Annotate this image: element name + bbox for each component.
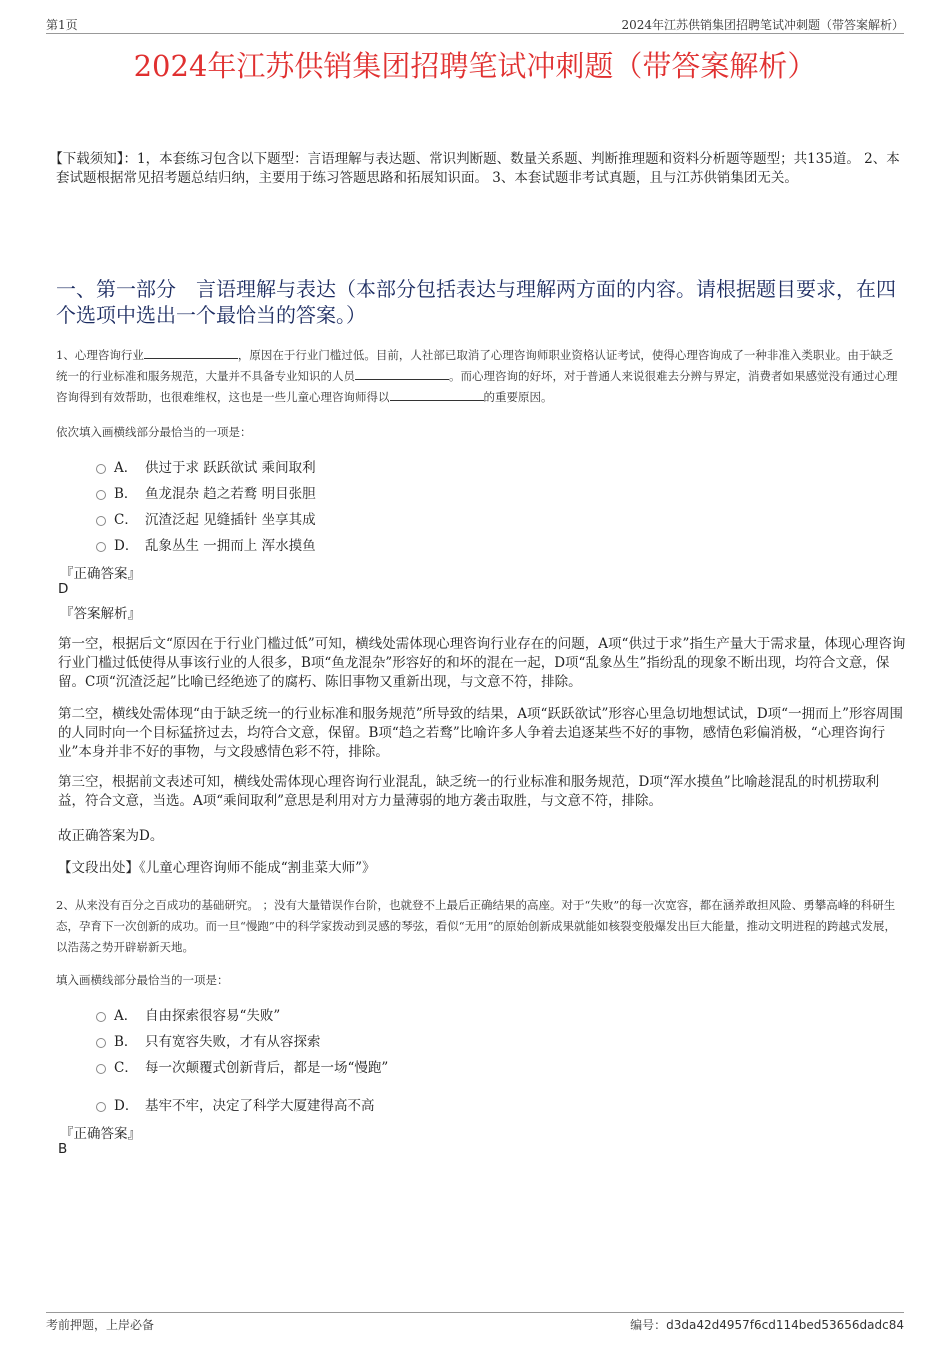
q1-answer: D [58, 581, 69, 597]
q1-analysis-para-1: 第一空，根据后文“原因在于行业门槛过低”可知，横线处需体现心理咨询行业存在的问题，A项“供过于求”指生产量大于需求量，体现心理咨询行业门槛过低使得从事该行业的人很多，B项“鱼龙混杂”形容好的和坏的混在一起，D项“乱象丛生”指纷乱的现象不断出现，均符合文意，保留。C项“沉渣泛起”比喻已经绝迹了的腐朽、陈旧事物又重新出现，与文意不符，排除。 [58, 636, 906, 690]
blank-3 [390, 387, 484, 401]
radio-icon[interactable] [96, 542, 106, 552]
blank-2 [355, 366, 449, 380]
header-doc-title: 2024年江苏供销集团招聘笔试冲刺题（带答案解析） [621, 18, 904, 32]
q2-option-d[interactable]: D． 基牢不牢，决定了科学大厦建得高不高 [96, 1094, 375, 1114]
q2-answer: B [58, 1141, 68, 1157]
radio-icon[interactable] [96, 464, 106, 474]
q1-source: 【文段出处】《儿童心理咨询师不能成“割韭菜大师”》 [58, 860, 376, 876]
serial-label: 编号： [630, 1318, 667, 1332]
question-1-text [56, 345, 904, 408]
radio-icon[interactable] [96, 490, 106, 500]
serial-code: d3da42d4957f6cd114bed53656dadc84 [666, 1318, 904, 1332]
q1-analysis-para-3: 第三空，根据前文表述可知，横线处需体现心理咨询行业混乱，缺乏统一的行业标准和服务规范，D项“浑水摸鱼”比喻趁混乱的时机捞取利益，符合文意，当选。A项“乘间取利”意思是利用对方力量薄弱的地方袭击取胜，与文意不符，排除。 [58, 774, 880, 809]
question-2-prompt: 填入画横线部分最恰当的一项是： [56, 973, 229, 987]
page-title: 2024年江苏供销集团招聘笔试冲刺题（带答案解析） [133, 49, 817, 83]
q1-part4: 的重要原因。 [483, 390, 553, 404]
q1-part3: 。而心理咨询的好坏，对于普通人来说很难去分辨与界定，消费者如果感觉没有通过心理咨询得到有效帮助，也很难维权，这也是一些儿童心理咨询师得以 [56, 369, 898, 404]
q1-option-a[interactable]: A． 供过于求 跃跃欲试 乘间取利 [96, 456, 316, 476]
q2-answer-label: 『正确答案』 [60, 1126, 141, 1142]
q1-answer-label: 『正确答案』 [60, 566, 141, 582]
q2-option-a[interactable]: A． 自由探索很容易“失败” [96, 1004, 280, 1024]
radio-icon[interactable] [96, 1012, 106, 1022]
radio-icon[interactable] [96, 1064, 106, 1074]
blank-1 [144, 345, 238, 359]
q1-conclusion: 故正确答案为D。 [58, 828, 164, 844]
footer-divider [46, 1312, 904, 1313]
q2-option-b[interactable]: B． 只有宽容失败，才有从容探索 [96, 1030, 321, 1050]
header-divider [46, 33, 904, 34]
download-notice: 【下载须知】：1，本套练习包含以下题型：言语理解与表达题、常识判断题、数量关系题、判断推理题和资料分析题等题型；共135道。 2、本套试题根据常见招考题总结归纳，主要用于练习答题思路和拓展知识面。 3、本套试题非考试真题，且与江苏供销集团无关。 [49, 151, 900, 186]
q1-analysis-label: 『答案解析』 [60, 606, 141, 622]
q1-option-d[interactable]: D． 乱象丛生 一拥而上 浑水摸鱼 [96, 534, 316, 554]
footer-slogan: 考前押题，上岸必备 [46, 1318, 155, 1332]
question-1-prompt: 依次填入画横线部分最恰当的一项是： [56, 425, 252, 439]
question-2-text: 2、从来没有百分之百成功的基础研究。 ；没有大量错误作台阶，也就登不上最后正确结果的高座。对于“失败”的每一次宽容，都在涵养敢担风险、勇攀高峰的科研生态，孕育下一次创新的成功。而一旦“慢跑”中的科学家拨动到灵感的琴弦，看似“无用”的原始创新成果就能如核裂变般爆发出巨大能量，推动文明进程的跨越式发展，以浩荡之势开辟崭新天地。 [56, 898, 897, 954]
radio-icon[interactable] [96, 1038, 106, 1048]
page-number: 第1页 [46, 18, 78, 32]
q1-part2: ，原因在于行业门槛过低。目前，人社部已取消了心理咨询师职业资格认证考试，使得心理咨询成了一种非准入类职业。由于缺乏统一的行业标准和服务规范，大量并不具备专业知识的人员 [56, 348, 894, 383]
q1-option-b[interactable]: B． 鱼龙混杂 趋之若鹜 明目张胆 [96, 482, 316, 502]
footer-serial [630, 1316, 904, 1333]
section-title: 一、第一部分 言语理解与表达（本部分包括表达与理解两方面的内容。请根据题目要求，在四个选项中选出一个最恰当的答案。） [56, 277, 896, 327]
radio-icon[interactable] [96, 1102, 106, 1112]
q1-option-c[interactable]: C． 沉渣泛起 见缝插针 坐享其成 [96, 508, 316, 528]
radio-icon[interactable] [96, 516, 106, 526]
q2-option-c[interactable]: C． 每一次颠覆式创新背后，都是一场“慢跑” [96, 1056, 388, 1076]
q1-analysis-para-2: 第二空，横线处需体现“由于缺乏统一的行业标准和服务规范”所导致的结果，A项“跃跃欲试”形容心里急切地想试试，D项“一拥而上”形容周围的人同时向一个目标猛挤过去，均符合文意，保留。B项“趋之若鹜”比喻许多人争着去追逐某些不好的事物，感情色彩偏消极，“心理咨询行业”本身并非不好的事物，与文段感情色彩不符，排除。 [58, 706, 903, 760]
q1-part1: 1、心理咨询行业 [56, 348, 144, 362]
